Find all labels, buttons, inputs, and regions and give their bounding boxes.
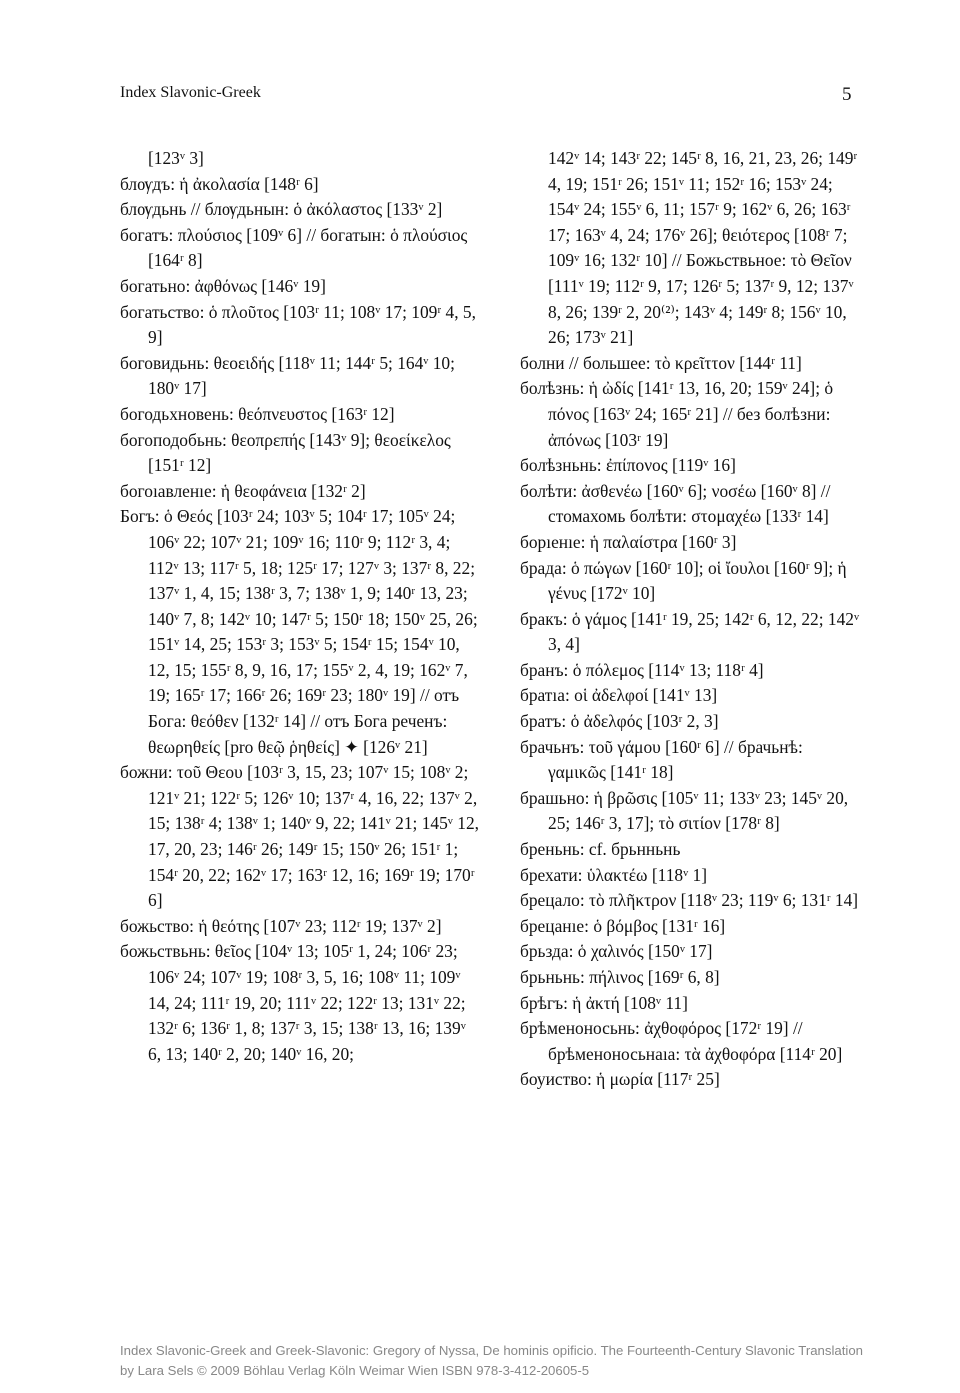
index-entry: блѹдъ: ἡ ἀκολασία [148ʳ 6]: [120, 173, 319, 194]
index-entry: брачьнъ: τοῦ γάμου [160ʳ 6] // брачьнѣ: γαμικῶς [141ʳ 18]: [520, 736, 803, 783]
index-entry: богатьно: ἀφθόνως [146ᵛ 19]: [120, 275, 326, 296]
index-entry: богатъ: πλούσιος [109ᵛ 6] // богатын: ὁ πλούσιος [164ʳ 8]: [120, 224, 468, 271]
footer-line-2: by Lara Sels © 2009 Böhlau Verlag Köln Weimar Wien ISBN 978-3-412-20605-5: [120, 1363, 590, 1378]
footer-line-1: Index Slavonic-Greek and Greek-Slavonic: Gregory of Nyssa, De hominis opificio. The Fourteenth-Century Slavonic Translation: [120, 1343, 863, 1358]
index-entry: брецало: τὸ πλῆκτρον [118ᵛ 23; 119ᵛ 6; 131ʳ 14]: [520, 890, 859, 911]
index-entry: божни: τοῦ Θεου [103ʳ 3, 15, 23; 107ᵛ 15; 108ᵛ 2; 121ᵛ 21; 122ʳ 5; 126ᵛ 10; 137ʳ 4, 16, 22; 137ᵛ 2, 15; 138ʳ 4; 138ᵛ 1; 140ᵛ 9, 22; 141ᵛ 21; 145ᵛ 12, 17, 20, 23; 146ʳ 26; 149ʳ 15; 150ᵛ 26; 151ʳ 1; 154ʳ 20, 22; 162ᵛ 17; 163ʳ 12, 16; 169ʳ 19; 170ʳ 6]: [120, 762, 479, 911]
index-entry: боуиство: ἡ μωρία [117ʳ 25]: [520, 1069, 720, 1090]
index-entry: богоподобьнь: θεοπρεπής [143ᵛ 9]; θεοείκελος [151ʳ 12]: [120, 429, 451, 476]
index-entry: богодьхновень: θεόπνευστος [163ʳ 12]: [120, 403, 395, 424]
index-entry: брѣгъ: ἡ ἀκτή [108ᵛ 11]: [520, 992, 688, 1013]
index-entry: богатьство: ὁ πλοῦτος [103ʳ 11; 108ᵛ 17; 109ʳ 4, 5, 9]: [120, 301, 476, 348]
index-entry: брьньнь: πήλινος [169ʳ 6, 8]: [520, 967, 720, 987]
index-entry: брьзда: ὁ χαλινός [150ᵛ 17]: [520, 941, 713, 962]
index-entry: [123ᵛ 3]: [148, 148, 204, 168]
page-number: 5: [842, 84, 852, 105]
index-entry: братъ: ὁ ἀδελφός [103ʳ 2, 3]: [520, 711, 719, 732]
copyright-footer: [120, 1341, 920, 1381]
index-entry: болѣзнь: ἡ ὠδίς [141ʳ 13, 16, 20; 159ᵛ 24]; ὁ πόνος [163ᵛ 24; 165ʳ 21] // без болѣзни: ἀπόνως [103ʳ 19]: [520, 378, 834, 450]
index-entry: брѣменоносьнь: ἀχθοφόρος [172ʳ 19] // брѣменоносьнаıа: τὰ ἀχθοφόρα [114ʳ 20]: [520, 1018, 843, 1064]
left-column: [120, 146, 480, 1067]
index-entry: братıа: οἱ ἀδελφοί [141ᵛ 13]: [520, 685, 718, 706]
index-entry: брада: ὁ πώγων [160ʳ 10]; οἱ ἴουλοι [160ʳ 9]; ἡ γένυς [172ᵛ 10]: [520, 557, 847, 604]
index-entry: болѣзньнь: ἐπίπονος [119ᵛ 16]: [520, 455, 736, 476]
index-entry: бранъ: ὁ πόλεμος [114ᵛ 13; 118ʳ 4]: [520, 659, 764, 680]
index-entry: 142ᵛ 14; 143ʳ 22; 145ʳ 8, 16, 21, 23, 26; 149ʳ 4, 19; 151ʳ 26; 151ᵛ 11; 152ʳ 16; 153ᵛ 24; 154ᵛ 24; 155ᵛ 6, 11; 157ʳ 9; 162ᵛ 6, 26; 163ʳ 17; 163ᵛ 4, 24; 176ᵛ 26]; θειότερος [108ʳ 7; 109ᵛ 16; 132ʳ 10] // Божьствьное: τὸ Θεῖον [111ᵛ 19; 112ʳ 9, 17; 126ʳ 5; 137ʳ 9, 12; 137ᵛ 8, 26; 139ʳ 2, 20⁽²⁾; 143ᵛ 4; 149ʳ 8; 156ᵛ 10, 26; 173ᵛ 21]: [548, 148, 858, 348]
index-entry: блѹдьнь // блѹдьнын: ὁ ἀκόλαστος [133ᵛ 2]: [120, 199, 443, 220]
index-entry: Богъ: ὁ Θεός [103ʳ 24; 103ᵛ 5; 104ʳ 17; 105ᵛ 24; 106ᵛ 22; 107ᵛ 21; 109ᵛ 16; 110ʳ 9; 112ʳ 3, 4; 112ᵛ 13; 117ʳ 5, 18; 125ʳ 17; 127ᵛ 3; 137ʳ 8, 22; 137ᵛ 1, 4, 15; 138ʳ 3, 7; 138ᵛ 1, 9; 140ʳ 13, 23; 140ᵛ 7, 8; 142ᵛ 10; 147ʳ 5; 150ʳ 18; 150ᵛ 25, 26; 151ᵛ 14, 25; 153ʳ 3; 153ᵛ 5; 154ʳ 15; 154ᵛ 10, 12, 15; 155ʳ 8, 9, 16, 17; 155ᵛ 2, 4, 19; 162ᵛ 7, 19; 165ʳ 17; 166ʳ 26; 169ʳ 23; 180ᵛ 19] // отъ Бога: θεόθεν [132ʳ 14] // отъ Бога реченъ: θεωρηθείς [pro θεῷ ῥηθείς] ✦ [126ᵛ 21]: [120, 506, 478, 757]
index-entry: брехати: ὑλακτέω [118ᵛ 1]: [520, 864, 708, 885]
index-entry: борıенıе: ἡ παλαίστρα [160ʳ 3]: [520, 531, 737, 552]
index-entry: брецанıе: ὁ βόμβος [131ʳ 16]: [520, 915, 726, 936]
index-entry: божьствьнь: θεῖος [104ᵛ 13; 105ʳ 1, 24; 106ʳ 23; 106ᵛ 24; 107ᵛ 19; 108ʳ 3, 5, 16; 108ᵛ 11; 109ᵛ 14, 24; 111ʳ 19, 20; 111ᵛ 22; 122ʳ 13; 131ᵛ 22; 132ʳ 6; 136ʳ 1, 8; 137ʳ 3, 15; 138ʳ 13, 16; 139ᵛ 6, 13; 140ʳ 2, 20; 140ᵛ 16, 20;: [120, 941, 466, 1064]
index-entry: боговидьнь: θεοειδής [118ᵛ 11; 144ʳ 5; 164ᵛ 10; 180ᵛ 17]: [120, 352, 455, 399]
index-entry: болни // большее: τὸ κρεῖττον [144ʳ 11]: [520, 352, 802, 373]
index-entry: болѣти: ἀσθενέω [160ᵛ 6]; νοσέω [160ᵛ 8] // стомахомь болѣти: στομαχέω [133ʳ 14]: [520, 480, 831, 527]
index-entry: бракъ: ὁ γάμος [141ʳ 19, 25; 142ʳ 6, 12, 22; 142ᵛ 3, 4]: [520, 608, 860, 655]
index-entry: брашьно: ἡ βρῶσις [105ᵛ 11; 133ᵛ 23; 145ᵛ 20, 25; 146ʳ 3, 17]; τὸ σιτίον [178ʳ 8]: [520, 787, 849, 834]
right-column: [520, 146, 860, 1093]
index-entry: божьство: ἡ θεότης [107ᵛ 23; 112ʳ 19; 137ᵛ 2]: [120, 915, 442, 936]
running-header: Index Slavonic-Greek: [120, 84, 261, 101]
index-entry: бреньнь: cf. брьнньнь: [520, 839, 681, 860]
index-entry: богоıавленıе: ἡ θεοφάνεια [132ʳ 2]: [120, 480, 366, 501]
